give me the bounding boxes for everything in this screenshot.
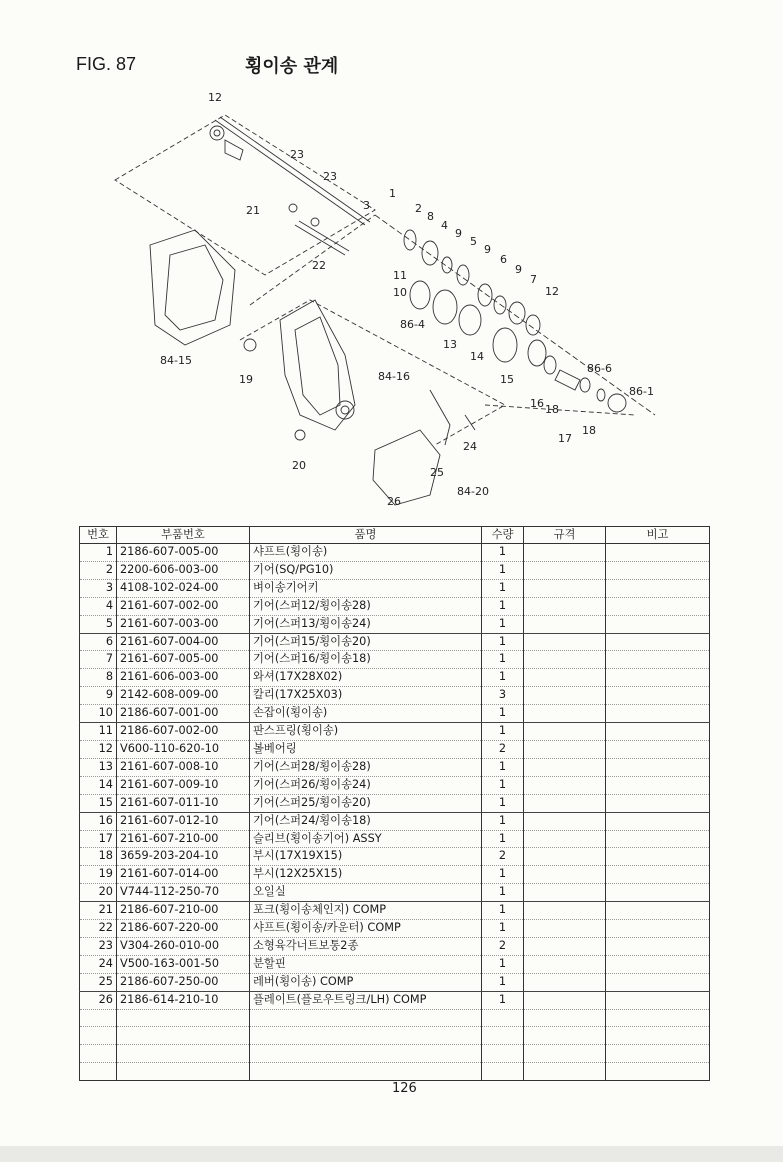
row-spec (524, 920, 606, 938)
row-part-no: 2186-607-220-00 (117, 920, 250, 938)
row-spec (524, 597, 606, 615)
row-part-no: 2161-607-009-10 (117, 776, 250, 794)
row-no: 12 (80, 740, 117, 758)
row-spec (524, 830, 606, 848)
row-name: 판스프링(횡이송) (250, 723, 482, 741)
empty-cell (606, 1027, 710, 1045)
row-spec (524, 687, 606, 705)
callout: 11 (393, 269, 407, 282)
row-qty: 1 (482, 902, 524, 920)
empty-cell (117, 1045, 250, 1063)
empty-cell (250, 1045, 482, 1063)
row-remark (606, 705, 710, 723)
header-name: 품명 (250, 527, 482, 544)
row-no: 14 (80, 776, 117, 794)
callout: 5 (470, 235, 477, 248)
row-qty: 2 (482, 848, 524, 866)
row-remark (606, 973, 710, 991)
callout: 23 (323, 170, 337, 183)
row-part-no: 2161-607-210-00 (117, 830, 250, 848)
row-no: 17 (80, 830, 117, 848)
row-no: 9 (80, 687, 117, 705)
row-spec (524, 651, 606, 669)
row-part-no: 2186-607-001-00 (117, 705, 250, 723)
table-row (80, 561, 710, 579)
row-name: 와셔(17X28X02) (250, 669, 482, 687)
row-name: 부시(12X25X15) (250, 866, 482, 884)
row-qty: 3 (482, 687, 524, 705)
header-spec: 규격 (524, 527, 606, 544)
row-qty: 1 (482, 830, 524, 848)
row-no: 20 (80, 884, 117, 902)
row-name: 기어(스퍼25/횡이송20) (250, 794, 482, 812)
callout: 20 (292, 459, 306, 472)
row-no: 11 (80, 723, 117, 741)
empty-cell (250, 1027, 482, 1045)
row-remark (606, 902, 710, 920)
table-row (80, 544, 710, 562)
row-name: 소형육각너트보통2종 (250, 937, 482, 955)
row-spec (524, 848, 606, 866)
row-no: 18 (80, 848, 117, 866)
row-part-no: 3659-203-204-10 (117, 848, 250, 866)
row-remark (606, 955, 710, 973)
table-row (80, 973, 710, 991)
row-spec (524, 544, 606, 562)
callout: 22 (312, 259, 326, 272)
callout: 86-1 (629, 385, 654, 398)
callout: 84-20 (457, 485, 489, 498)
row-spec (524, 812, 606, 830)
exploded-parts-diagram (75, 85, 715, 515)
callout-labels (160, 91, 654, 508)
table-row (80, 705, 710, 723)
row-part-no: 2186-607-002-00 (117, 723, 250, 741)
callout: 13 (443, 338, 457, 351)
row-no: 25 (80, 973, 117, 991)
row-name: 기어(스퍼12/횡이송28) (250, 597, 482, 615)
row-part-no: V744-112-250-70 (117, 884, 250, 902)
row-name: 기어(스퍼13/횡이송24) (250, 615, 482, 633)
row-no: 24 (80, 955, 117, 973)
row-no: 4 (80, 597, 117, 615)
row-no: 8 (80, 669, 117, 687)
callout: 23 (290, 148, 304, 161)
row-remark (606, 812, 710, 830)
row-no: 7 (80, 651, 117, 669)
empty-cell (606, 1045, 710, 1063)
row-qty: 1 (482, 597, 524, 615)
table-row-empty (80, 1063, 710, 1081)
callout: 7 (530, 273, 537, 286)
callout: 18 (582, 424, 596, 437)
callout: 15 (500, 373, 514, 386)
callout: 17 (558, 432, 572, 445)
empty-cell (117, 1063, 250, 1081)
row-qty: 1 (482, 758, 524, 776)
empty-cell (80, 1063, 117, 1081)
row-qty: 1 (482, 615, 524, 633)
empty-cell (80, 1027, 117, 1045)
callout: 16 (530, 397, 544, 410)
table-row (80, 848, 710, 866)
row-part-no: 2142-608-009-00 (117, 687, 250, 705)
parts-table (79, 526, 710, 1081)
header-part-no: 부품번호 (117, 527, 250, 544)
row-name: 기어(스퍼24/횡이송18) (250, 812, 482, 830)
figure-title: 횡이송 관계 (245, 56, 339, 77)
header-no: 번호 (80, 527, 117, 544)
row-spec (524, 579, 606, 597)
table-row (80, 991, 710, 1009)
callout: 12 (545, 285, 559, 298)
row-qty: 1 (482, 651, 524, 669)
table-row (80, 651, 710, 669)
table-row-empty (80, 1027, 710, 1045)
row-spec (524, 991, 606, 1009)
table-row (80, 597, 710, 615)
table-row (80, 866, 710, 884)
header-qty: 수량 (482, 527, 524, 544)
row-qty: 1 (482, 723, 524, 741)
table-row (80, 937, 710, 955)
table-header-row (80, 527, 710, 544)
empty-cell (482, 1009, 524, 1027)
row-remark (606, 866, 710, 884)
row-qty: 1 (482, 866, 524, 884)
row-remark (606, 633, 710, 651)
callout: 19 (239, 373, 253, 386)
row-spec (524, 740, 606, 758)
row-no: 3 (80, 579, 117, 597)
row-no: 1 (80, 544, 117, 562)
callout: 9 (515, 263, 522, 276)
row-spec (524, 866, 606, 884)
row-qty: 1 (482, 920, 524, 938)
row-spec (524, 902, 606, 920)
row-part-no: 2186-614-210-10 (117, 991, 250, 1009)
header-remark: 비고 (606, 527, 710, 544)
figure-label: FIG. 87 (76, 54, 137, 74)
row-remark (606, 597, 710, 615)
row-qty: 2 (482, 937, 524, 955)
row-part-no: 2161-607-002-00 (117, 597, 250, 615)
table-row (80, 723, 710, 741)
empty-cell (606, 1009, 710, 1027)
empty-cell (80, 1009, 117, 1027)
row-no: 26 (80, 991, 117, 1009)
row-remark (606, 544, 710, 562)
row-part-no: 4108-102-024-00 (117, 579, 250, 597)
row-part-no: 2161-607-005-00 (117, 651, 250, 669)
row-name: 샤프트(횡이송/카운터) COMP (250, 920, 482, 938)
row-qty: 1 (482, 705, 524, 723)
row-part-no: V600-110-620-10 (117, 740, 250, 758)
callout: 9 (484, 243, 491, 256)
table-row (80, 830, 710, 848)
row-qty: 1 (482, 579, 524, 597)
row-spec (524, 794, 606, 812)
row-no: 13 (80, 758, 117, 776)
callout: 86-4 (400, 318, 425, 331)
row-part-no: 2161-607-004-00 (117, 633, 250, 651)
row-name: 기어(스퍼16/횡이송18) (250, 651, 482, 669)
row-spec (524, 633, 606, 651)
row-name: 칼리(17X25X03) (250, 687, 482, 705)
callout: 9 (455, 227, 462, 240)
callout: 24 (463, 440, 477, 453)
row-spec (524, 705, 606, 723)
callout: 8 (427, 210, 434, 223)
callout: 1 (389, 187, 396, 200)
row-part-no: V500-163-001-50 (117, 955, 250, 973)
callout: 14 (470, 350, 484, 363)
row-name: 플레이트(플로우트링크/LH) COMP (250, 991, 482, 1009)
table-row-empty (80, 1009, 710, 1027)
empty-cell (524, 1009, 606, 1027)
callout: 3 (363, 199, 370, 212)
row-name: 벼이송기어키 (250, 579, 482, 597)
row-spec (524, 776, 606, 794)
row-no: 5 (80, 615, 117, 633)
row-no: 16 (80, 812, 117, 830)
empty-cell (524, 1063, 606, 1081)
row-remark (606, 561, 710, 579)
row-remark (606, 579, 710, 597)
callout: 21 (246, 204, 260, 217)
row-spec (524, 937, 606, 955)
row-no: 10 (80, 705, 117, 723)
table-row (80, 579, 710, 597)
row-spec (524, 884, 606, 902)
row-name: 기어(스퍼15/횡이송20) (250, 633, 482, 651)
empty-cell (524, 1027, 606, 1045)
empty-cell (250, 1009, 482, 1027)
row-name: 레버(횡이송) COMP (250, 973, 482, 991)
row-part-no: 2161-607-012-10 (117, 812, 250, 830)
row-remark (606, 740, 710, 758)
row-name: 기어(스퍼26/횡이송24) (250, 776, 482, 794)
row-qty: 1 (482, 633, 524, 651)
row-remark (606, 758, 710, 776)
row-no: 23 (80, 937, 117, 955)
table-row (80, 740, 710, 758)
table-row (80, 955, 710, 973)
row-no: 15 (80, 794, 117, 812)
row-remark (606, 615, 710, 633)
row-spec (524, 669, 606, 687)
row-remark (606, 669, 710, 687)
parts-table-body (80, 544, 710, 1081)
row-no: 19 (80, 866, 117, 884)
row-name: 포크(횡이송체인지) COMP (250, 902, 482, 920)
empty-cell (482, 1045, 524, 1063)
row-remark (606, 723, 710, 741)
row-name: 기어(스퍼28/횡이송28) (250, 758, 482, 776)
row-remark (606, 794, 710, 812)
row-qty: 1 (482, 561, 524, 579)
callout: 10 (393, 286, 407, 299)
empty-cell (117, 1027, 250, 1045)
row-remark (606, 651, 710, 669)
row-spec (524, 973, 606, 991)
row-name: 볼베어링 (250, 740, 482, 758)
table-row (80, 633, 710, 651)
scan-edge (0, 1146, 783, 1162)
page-number: 126 (392, 1081, 417, 1096)
callout: 2 (415, 202, 422, 215)
row-remark (606, 848, 710, 866)
row-part-no: 2161-607-008-10 (117, 758, 250, 776)
callout: 84-16 (378, 370, 410, 383)
row-remark (606, 884, 710, 902)
empty-cell (524, 1045, 606, 1063)
table-row (80, 920, 710, 938)
row-spec (524, 758, 606, 776)
row-remark (606, 937, 710, 955)
row-qty: 1 (482, 991, 524, 1009)
row-name: 오일실 (250, 884, 482, 902)
callout: 12 (208, 91, 222, 104)
empty-cell (606, 1063, 710, 1081)
row-spec (524, 723, 606, 741)
row-part-no: 2161-607-014-00 (117, 866, 250, 884)
row-no: 6 (80, 633, 117, 651)
empty-cell (250, 1063, 482, 1081)
row-no: 21 (80, 902, 117, 920)
row-part-no: 2161-607-011-10 (117, 794, 250, 812)
row-part-no: 2200-606-003-00 (117, 561, 250, 579)
table-row (80, 615, 710, 633)
row-qty: 1 (482, 776, 524, 794)
row-name: 부시(17X19X15) (250, 848, 482, 866)
callout: 25 (430, 466, 444, 479)
row-qty: 1 (482, 884, 524, 902)
table-row (80, 794, 710, 812)
table-row (80, 776, 710, 794)
table-row (80, 669, 710, 687)
empty-cell (482, 1063, 524, 1081)
row-qty: 1 (482, 544, 524, 562)
empty-cell (117, 1009, 250, 1027)
row-part-no: 2186-607-210-00 (117, 902, 250, 920)
row-remark (606, 776, 710, 794)
row-spec (524, 615, 606, 633)
row-spec (524, 955, 606, 973)
row-qty: 1 (482, 812, 524, 830)
callout: 6 (500, 253, 507, 266)
row-name: 슬리브(횡이송기어) ASSY (250, 830, 482, 848)
callout: 18 (545, 403, 559, 416)
row-qty: 1 (482, 973, 524, 991)
table-row (80, 812, 710, 830)
callout: 86-6 (587, 362, 612, 375)
callout: 4 (441, 219, 448, 232)
row-part-no: 2161-607-003-00 (117, 615, 250, 633)
row-part-no: 2186-607-250-00 (117, 973, 250, 991)
row-name: 샤프트(횡이송) (250, 544, 482, 562)
row-no: 2 (80, 561, 117, 579)
callout: 84-15 (160, 354, 192, 367)
row-qty: 2 (482, 740, 524, 758)
row-qty: 1 (482, 955, 524, 973)
row-name: 손잡이(횡이송) (250, 705, 482, 723)
row-part-no: 2161-606-003-00 (117, 669, 250, 687)
empty-cell (482, 1027, 524, 1045)
table-row (80, 758, 710, 776)
table-row (80, 687, 710, 705)
row-qty: 1 (482, 669, 524, 687)
callout: 26 (387, 495, 401, 508)
row-spec (524, 561, 606, 579)
row-name: 분할핀 (250, 955, 482, 973)
table-row-empty (80, 1045, 710, 1063)
table-row (80, 884, 710, 902)
row-no: 22 (80, 920, 117, 938)
row-part-no: V304-260-010-00 (117, 937, 250, 955)
empty-cell (80, 1045, 117, 1063)
row-remark (606, 687, 710, 705)
row-remark (606, 920, 710, 938)
row-remark (606, 991, 710, 1009)
row-remark (606, 830, 710, 848)
row-qty: 1 (482, 794, 524, 812)
row-name: 기어(SQ/PG10) (250, 561, 482, 579)
table-row (80, 902, 710, 920)
row-part-no: 2186-607-005-00 (117, 544, 250, 562)
